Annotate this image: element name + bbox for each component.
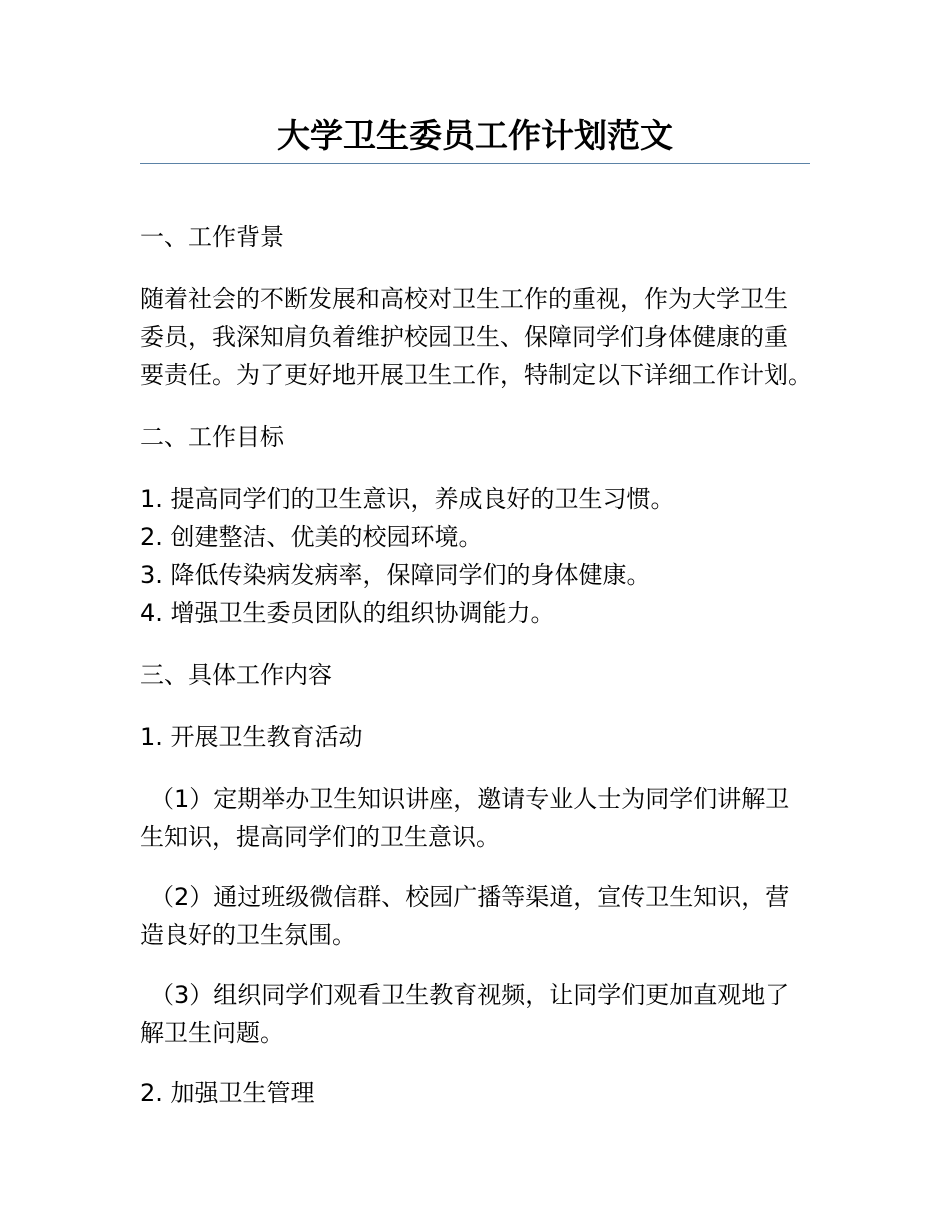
section-heading-goals: 二、工作目标 xyxy=(140,423,284,451)
subsection-heading-education: 1. 开展卫生教育活动 xyxy=(140,723,363,751)
section-heading-background: 一、工作背景 xyxy=(140,223,284,251)
education-item-line: 解卫生问题。 xyxy=(140,1019,284,1047)
education-item-line: （3）组织同学们观看卫生教育视频，让同学们更加直观地了 xyxy=(150,981,790,1009)
education-item-line: 造良好的卫生氛围。 xyxy=(140,921,356,949)
goal-item: 3. 降低传染病发病率，保障同学们的身体健康。 xyxy=(140,561,651,589)
subsection-heading-management: 2. 加强卫生管理 xyxy=(140,1079,315,1107)
paragraph-line: 随着社会的不断发展和高校对卫生工作的重视，作为大学卫生 xyxy=(140,285,788,313)
paragraph-line: 委员，我深知肩负着维护校园卫生、保障同学们身体健康的重 xyxy=(140,323,788,351)
goal-item: 2. 创建整洁、优美的校园环境。 xyxy=(140,523,483,551)
education-item-line: 生知识，提高同学们的卫生意识。 xyxy=(140,823,500,851)
education-item-line: （2）通过班级微信群、校园广播等渠道，宣传卫生知识，营 xyxy=(150,883,790,911)
education-item-line: （1）定期举办卫生知识讲座，邀请专业人士为同学们讲解卫 xyxy=(150,785,790,813)
paragraph-line: 要责任。为了更好地开展卫生工作，特制定以下详细工作计划。 xyxy=(140,361,812,389)
document-body xyxy=(140,218,830,1112)
document-title: 大学卫生委员工作计划范文 xyxy=(277,116,673,155)
title-underline xyxy=(140,163,810,164)
section-heading-work-content: 三、具体工作内容 xyxy=(140,661,332,689)
goal-item: 1. 提高同学们的卫生意识，养成良好的卫生习惯。 xyxy=(140,485,675,513)
goal-item: 4. 增强卫生委员团队的组织协调能力。 xyxy=(140,599,555,627)
